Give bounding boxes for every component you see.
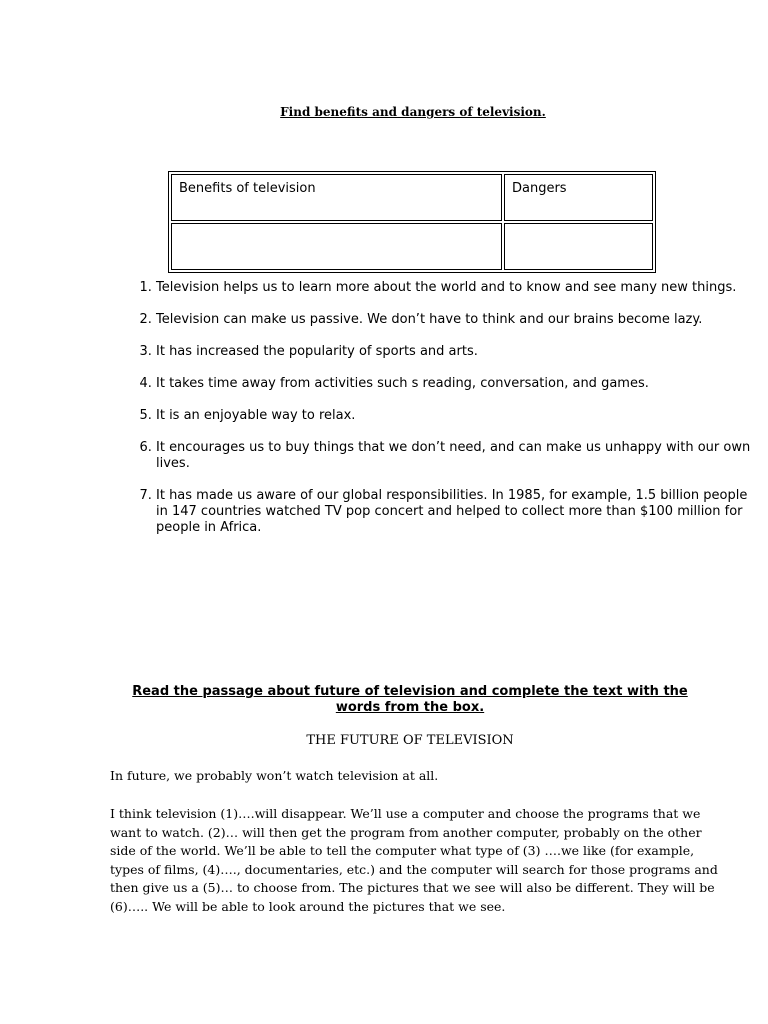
passage-line: types of films, (4)…., documentaries, etc.) and the computer will search for those programs and bbox=[110, 861, 718, 877]
header-dangers: Dangers bbox=[504, 174, 653, 221]
passage-line: I think television (1)….will disappear. We’ll use a computer and choose the programs that we bbox=[110, 806, 701, 821]
benefits-dangers-table bbox=[168, 171, 656, 273]
passage-line: side of the world. We’ll be able to tell the computer what type of (3) ….we like (for example, bbox=[110, 843, 695, 858]
passage-body bbox=[110, 805, 718, 916]
passage-line: then give us a (5)… to choose from. The pictures that we see will also be different. They will be bbox=[110, 880, 715, 895]
list-item: 3. It has increased the popularity of sports and arts. bbox=[156, 344, 756, 360]
passage-line: want to watch. (2)… will then get the program from another computer, probably on the other bbox=[110, 824, 702, 840]
heading-benefits-dangers: Find benefits and dangers of television. bbox=[280, 105, 546, 119]
answer-cell-benefits bbox=[171, 223, 502, 270]
list-item: 5. It is an enjoyable way to relax. bbox=[156, 408, 756, 424]
header-benefits: Benefits of television bbox=[171, 174, 502, 221]
list-item: 2. Television can make us passive. We don’t have to think and our brains become lazy. bbox=[156, 312, 756, 328]
list-item: 6. It encourages us to buy things that we don’t need, and can make us unhappy with our own lives. bbox=[156, 440, 756, 472]
passage-line: (6)….. We will be able to look around the pictures that we see. bbox=[110, 898, 506, 914]
list-item: 1. Television helps us to learn more about the world and to know and see many new things. bbox=[156, 280, 756, 296]
list-item: 7. It has made us aware of our global responsibilities. In 1985, for example, 1.5 billion people in 147 countries watched TV pop concert and helped to collect more than $100 million for people in Africa. bbox=[156, 488, 756, 536]
statements-list bbox=[112, 280, 756, 552]
heading-read-passage: Read the passage about future of television and complete the text with the words from the box. bbox=[132, 684, 688, 715]
list-item: 4. It takes time away from activities such s reading, conversation, and games. bbox=[156, 376, 756, 392]
answer-cell-dangers bbox=[504, 223, 653, 270]
table-answer-row bbox=[171, 223, 653, 270]
passage-title: THE FUTURE OF TELEVISION bbox=[306, 733, 514, 748]
table-header-row bbox=[171, 174, 653, 221]
passage-intro: In future, we probably won’t watch television at all. bbox=[110, 768, 439, 783]
